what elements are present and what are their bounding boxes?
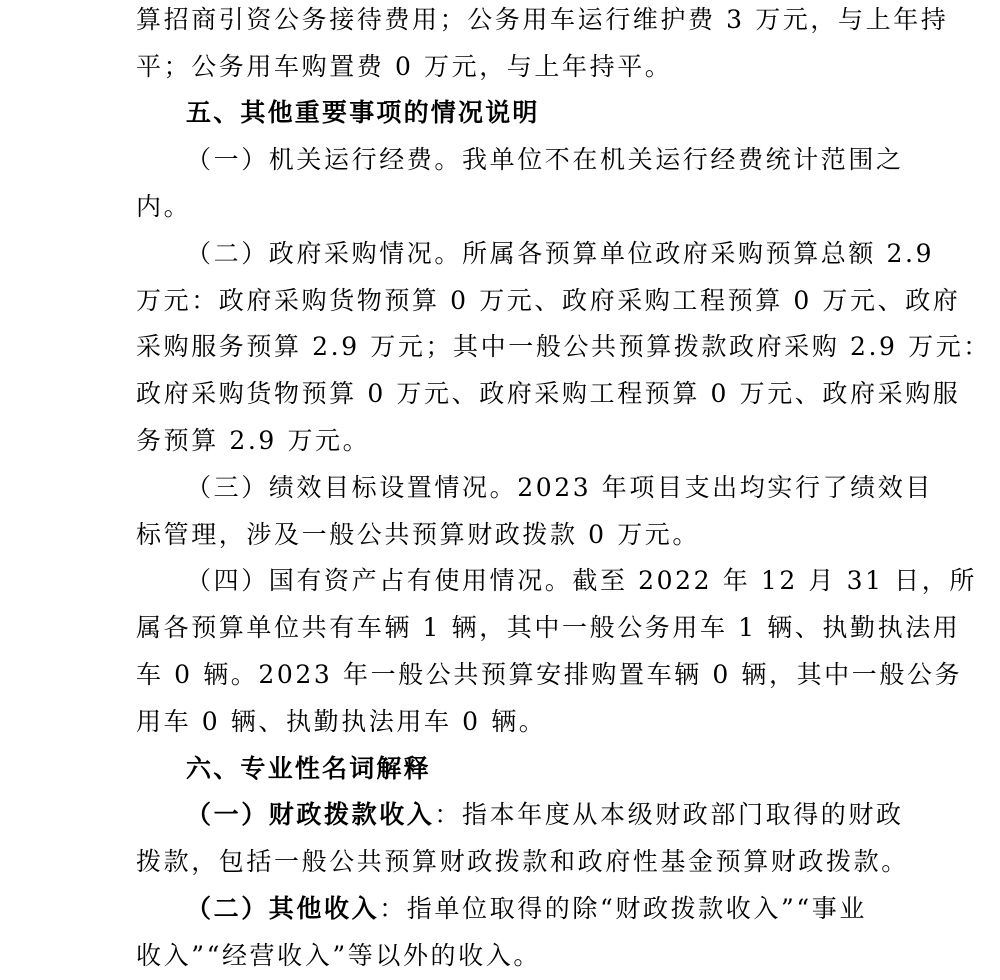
section-heading-6: 六、专业性名词解释 <box>186 754 431 783</box>
paragraph-line: 属各预算单位共有车辆 1 辆，其中一般公务用车 1 辆、执勤执法用 <box>136 613 961 642</box>
paragraph-line: 万元：政府采购货物预算 0 万元、政府采购工程预算 0 万元、政府 <box>136 286 961 315</box>
paragraph-line: （二）政府采购情况。所属各预算单位政府采购预算总额 2.9 <box>186 239 935 268</box>
paragraph-line: （一）机关运行经费。我单位不在机关运行经费统计范围之 <box>186 145 904 174</box>
paragraph-line: 务预算 2.9 万元。 <box>136 426 371 455</box>
paragraph-line: 采购服务预算 2.9 万元；其中一般公共预算拨款政府采购 2.9 万元： <box>136 332 991 361</box>
term-definition: ：指本年度从本级财政部门取得的财政 <box>434 800 904 829</box>
paragraph-line: 标管理，涉及一般公共预算财政拨款 0 万元。 <box>136 520 701 549</box>
term-label: （一）财政拨款收入 <box>186 800 435 829</box>
paragraph-line: 算招商引资公务接待费用；公务用车运行维护费 3 万元，与上年持 <box>136 5 949 34</box>
paragraph-line: （三）绩效目标设置情况。2023 年项目支出均实行了绩效目 <box>186 473 933 502</box>
paragraph-line: 拨款，包括一般公共预算财政拨款和政府性基金预算财政拨款。 <box>136 847 909 876</box>
paragraph-line: 用车 0 辆、执勤执法用车 0 辆。 <box>136 707 547 736</box>
paragraph-line <box>0 885 1000 933</box>
term-definition: ：指单位取得的除“财政拨款收入”“事业 <box>379 894 867 923</box>
term-label: （二）其他收入 <box>186 894 380 923</box>
section-heading-5: 五、其他重要事项的情况说明 <box>186 98 540 127</box>
paragraph-line: （四）国有资产占有使用情况。截至 2022 年 12 月 31 日，所 <box>186 566 977 595</box>
paragraph-line <box>0 791 1000 839</box>
paragraph-line: 内。 <box>136 192 192 221</box>
paragraph-line: 平；公务用车购置费 0 万元，与上年持平。 <box>136 52 673 81</box>
paragraph-line: 政府采购货物预算 0 万元、政府采购工程预算 0 万元、政府采购服 <box>136 379 961 408</box>
paragraph-line: 车 0 辆。2023 年一般公共预算安排购置车辆 0 辆，其中一般公务 <box>136 660 963 689</box>
paragraph-line: 收入”“经营收入”等以外的收入。 <box>136 941 541 970</box>
